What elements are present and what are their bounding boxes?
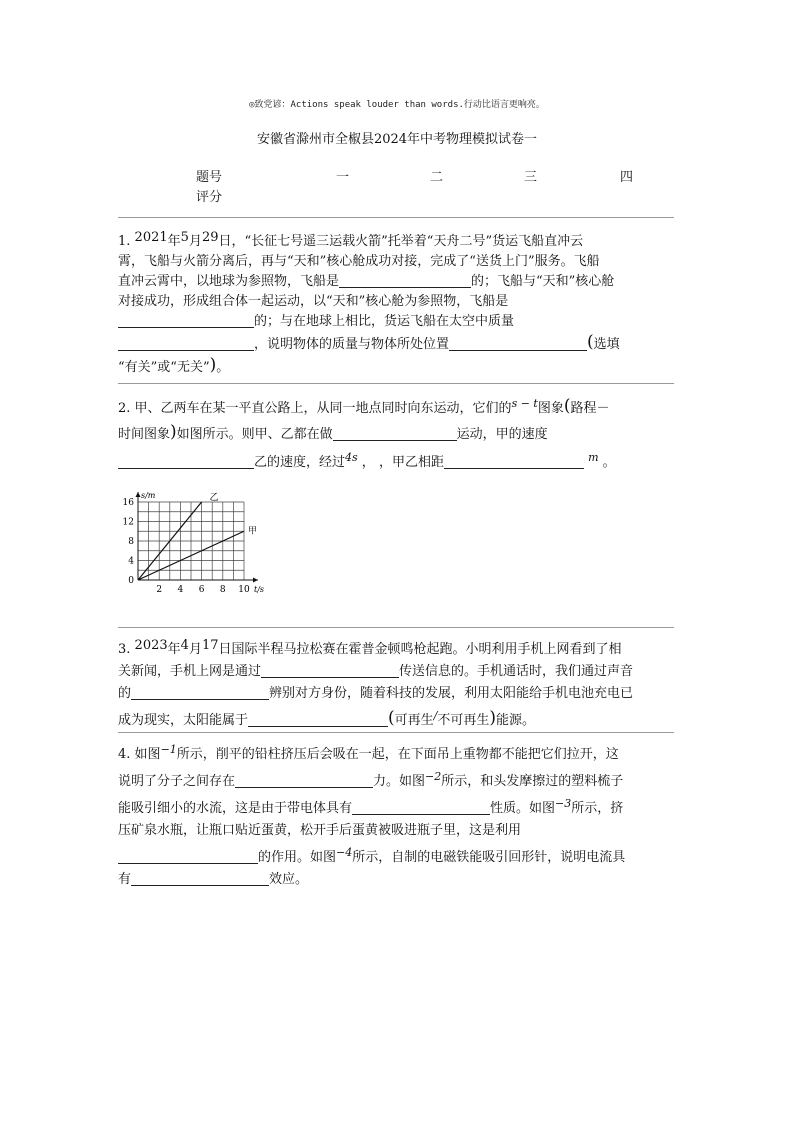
chart-series xyxy=(138,492,257,580)
question-4 xyxy=(118,740,674,890)
question-number: 4. xyxy=(118,747,131,762)
score-header-3: 三 xyxy=(524,170,538,185)
text: 有 xyxy=(118,872,132,887)
answer-blank[interactable] xyxy=(449,336,587,351)
x-tick-label: 2 xyxy=(156,585,163,595)
series-label: 乙 xyxy=(209,493,219,503)
divider xyxy=(118,217,674,218)
divider xyxy=(118,627,674,628)
question-2: 2. 甲、乙两车在某一平直公路上，从同一地点同时向东运动，它们的$^{s - t}$图象(路程－ 时间图象)如图所示。则甲、乙都在做 运动，甲的速度 乙的速度，经过$^{4s}$ ， ，甲乙相距 $^m$ 。 xyxy=(118,396,616,470)
text: 时间图象 xyxy=(118,427,171,442)
question-number: 3. xyxy=(118,642,131,657)
figure-ref: −1 xyxy=(160,743,177,756)
question-number: 2. xyxy=(118,401,131,416)
score-row-label: 评分 xyxy=(196,190,223,205)
text: 效应。 xyxy=(269,872,309,887)
answer-blank[interactable] xyxy=(248,712,388,727)
y-tick-label: 8 xyxy=(128,537,134,547)
figure-ref: −4 xyxy=(336,846,353,859)
text: 力。如图 xyxy=(373,774,426,789)
text: / xyxy=(433,709,438,722)
y-tick-label: 4 xyxy=(128,556,134,567)
y-tick-label: 16 xyxy=(122,498,134,508)
text: 的；与在地球上相比，货运飞船在太空中质量 xyxy=(254,314,515,329)
text: 关新闻，手机上网是通过 xyxy=(118,664,262,679)
text: 性质。如图 xyxy=(490,801,556,816)
x-tick-label: 10 xyxy=(238,585,250,595)
st-symbol: s − t xyxy=(511,397,538,410)
answer-blank[interactable] xyxy=(261,663,399,678)
text-line: 霄，飞船与火箭分离后，再与“天和”核心舱成功对接，完成了“送货上门”服务。飞船 xyxy=(118,254,600,269)
text: 所示，挤 xyxy=(571,801,624,816)
answer-blank[interactable] xyxy=(333,426,457,441)
text: 日国际半程马拉松赛在霍普金顿鸣枪起跑。小明利用手机上网看到了相 xyxy=(218,642,622,657)
text: ，说明物体的质量与物体所处位置 xyxy=(254,337,450,352)
x-tick-label: 8 xyxy=(219,585,226,595)
chart-grid xyxy=(138,502,244,580)
text: 年 xyxy=(167,642,181,657)
text: 传送信息的。手机通话时，我们通过声音 xyxy=(399,664,634,679)
answer-blank[interactable] xyxy=(352,800,490,815)
month: 4 xyxy=(180,638,189,653)
text: 的作用。如图 xyxy=(258,850,337,865)
text: 能吸引细小的水流，这是由于带电体具有 xyxy=(118,801,353,816)
text-line: 压矿泉水瓶，让瓶口贴近蛋黄，松开手后蛋黄被吸进瓶子里，这是利用 xyxy=(118,823,522,838)
text: 如图 xyxy=(134,747,161,762)
y-axis-label: s/m xyxy=(141,491,156,500)
text: 乙的速度，经过 xyxy=(254,455,346,470)
answer-blank[interactable] xyxy=(118,849,258,864)
x-axis-label: t/s xyxy=(254,585,265,594)
text: 成为现实，太阳能属于 xyxy=(118,713,249,728)
score-header-4: 四 xyxy=(620,170,634,185)
text: 月 xyxy=(188,234,202,249)
text: 能源。 xyxy=(496,713,536,728)
answer-blank[interactable] xyxy=(444,454,584,469)
text: 。 xyxy=(602,455,616,470)
time-value: 4s xyxy=(345,451,358,464)
text: ，甲乙相距 xyxy=(378,455,444,470)
day: 29 xyxy=(201,230,219,245)
x-axis-arrow xyxy=(253,578,258,583)
answer-blank[interactable] xyxy=(118,454,254,469)
text: 的；飞船与“天和”核心舱 xyxy=(471,274,615,289)
text: 所示，自制的电磁铁能吸引回形针，说明电流具 xyxy=(352,850,626,865)
figure-ref: −3 xyxy=(555,797,572,810)
chart-axes xyxy=(136,491,265,594)
text: 路程－ xyxy=(570,401,610,416)
paren-close: ) xyxy=(489,708,497,728)
text: 图象 xyxy=(537,401,564,416)
text: 。 xyxy=(216,360,230,375)
answer-blank[interactable] xyxy=(131,685,269,700)
answer-blank[interactable] xyxy=(131,871,269,886)
x-tick-label: 4 xyxy=(177,585,184,595)
text: 年 xyxy=(167,234,181,249)
question-1 xyxy=(118,228,674,378)
answer-blank[interactable] xyxy=(118,336,254,351)
motto-line: ◎致党谚：Actions speak louder than words.行动比语言更响亮。 xyxy=(249,100,545,110)
paren-open: ( xyxy=(388,708,395,728)
figure-ref: −2 xyxy=(425,770,442,783)
question-number: 1. xyxy=(118,234,131,249)
paren-close: ) xyxy=(209,355,217,375)
text-line: 对接成功，形成组合体一起运动，以“天和”核心舱为参照物，飞船是 xyxy=(118,294,509,309)
score-header-label: 题号 xyxy=(196,170,223,185)
year: 2021 xyxy=(134,230,168,245)
paren-open: ( xyxy=(563,396,571,416)
month: 5 xyxy=(180,230,189,245)
st-graph xyxy=(118,484,278,596)
answer-blank[interactable] xyxy=(235,773,373,788)
answer-blank[interactable] xyxy=(339,273,471,288)
x-tick-label: 6 xyxy=(198,585,205,595)
question-3 xyxy=(118,636,674,731)
paren-open: ( xyxy=(587,332,594,352)
text: 日，“长征七号遥三运载火箭”托举着“天舟二号”货运飞船直冲云 xyxy=(218,234,584,249)
unit: m xyxy=(588,451,599,464)
text: 选填 xyxy=(593,337,620,352)
year: 2023 xyxy=(134,638,168,653)
y-tick-label: 12 xyxy=(122,517,134,528)
text: 甲、乙两车在某一平直公路上，从同一地点同时向东运动，它们的 xyxy=(134,401,512,416)
text: 所示，和头发摩擦过的塑料梳子 xyxy=(441,774,624,789)
text: 说明了分子之间存在 xyxy=(118,774,236,789)
text: 如图所示。则甲、乙都在做 xyxy=(176,427,333,442)
answer-blank[interactable] xyxy=(118,313,254,328)
text: 辨别对方身份，随着科技的发展，利用太阳能给手机电池充电已 xyxy=(269,686,634,701)
day: 17 xyxy=(201,638,219,653)
score-header-1: 一 xyxy=(336,170,350,185)
text: 的 xyxy=(118,686,132,701)
divider xyxy=(118,732,674,733)
page-title: 安徽省滁州市全椒县2024年中考物理模拟试卷一 xyxy=(256,132,538,147)
text: 所示，削平的铅柱挤压后会吸在一起，在下面吊上重物都不能把它们拉开，这 xyxy=(176,747,619,762)
series-label: 甲 xyxy=(248,526,258,537)
divider xyxy=(118,383,674,384)
text: “有关”或“无关” xyxy=(118,360,210,375)
text: 可再生 xyxy=(394,713,434,728)
paren-close: ) xyxy=(170,422,177,442)
text: 直冲云霄中，以地球为参照物，飞船是 xyxy=(118,274,340,289)
text: 运动，甲的速度 xyxy=(456,427,548,442)
text: 不可再生 xyxy=(437,713,490,728)
score-header-2: 二 xyxy=(430,170,444,185)
y-axis-arrow xyxy=(136,492,141,497)
text: 月 xyxy=(188,642,202,657)
y-tick-label: 0 xyxy=(128,576,134,586)
